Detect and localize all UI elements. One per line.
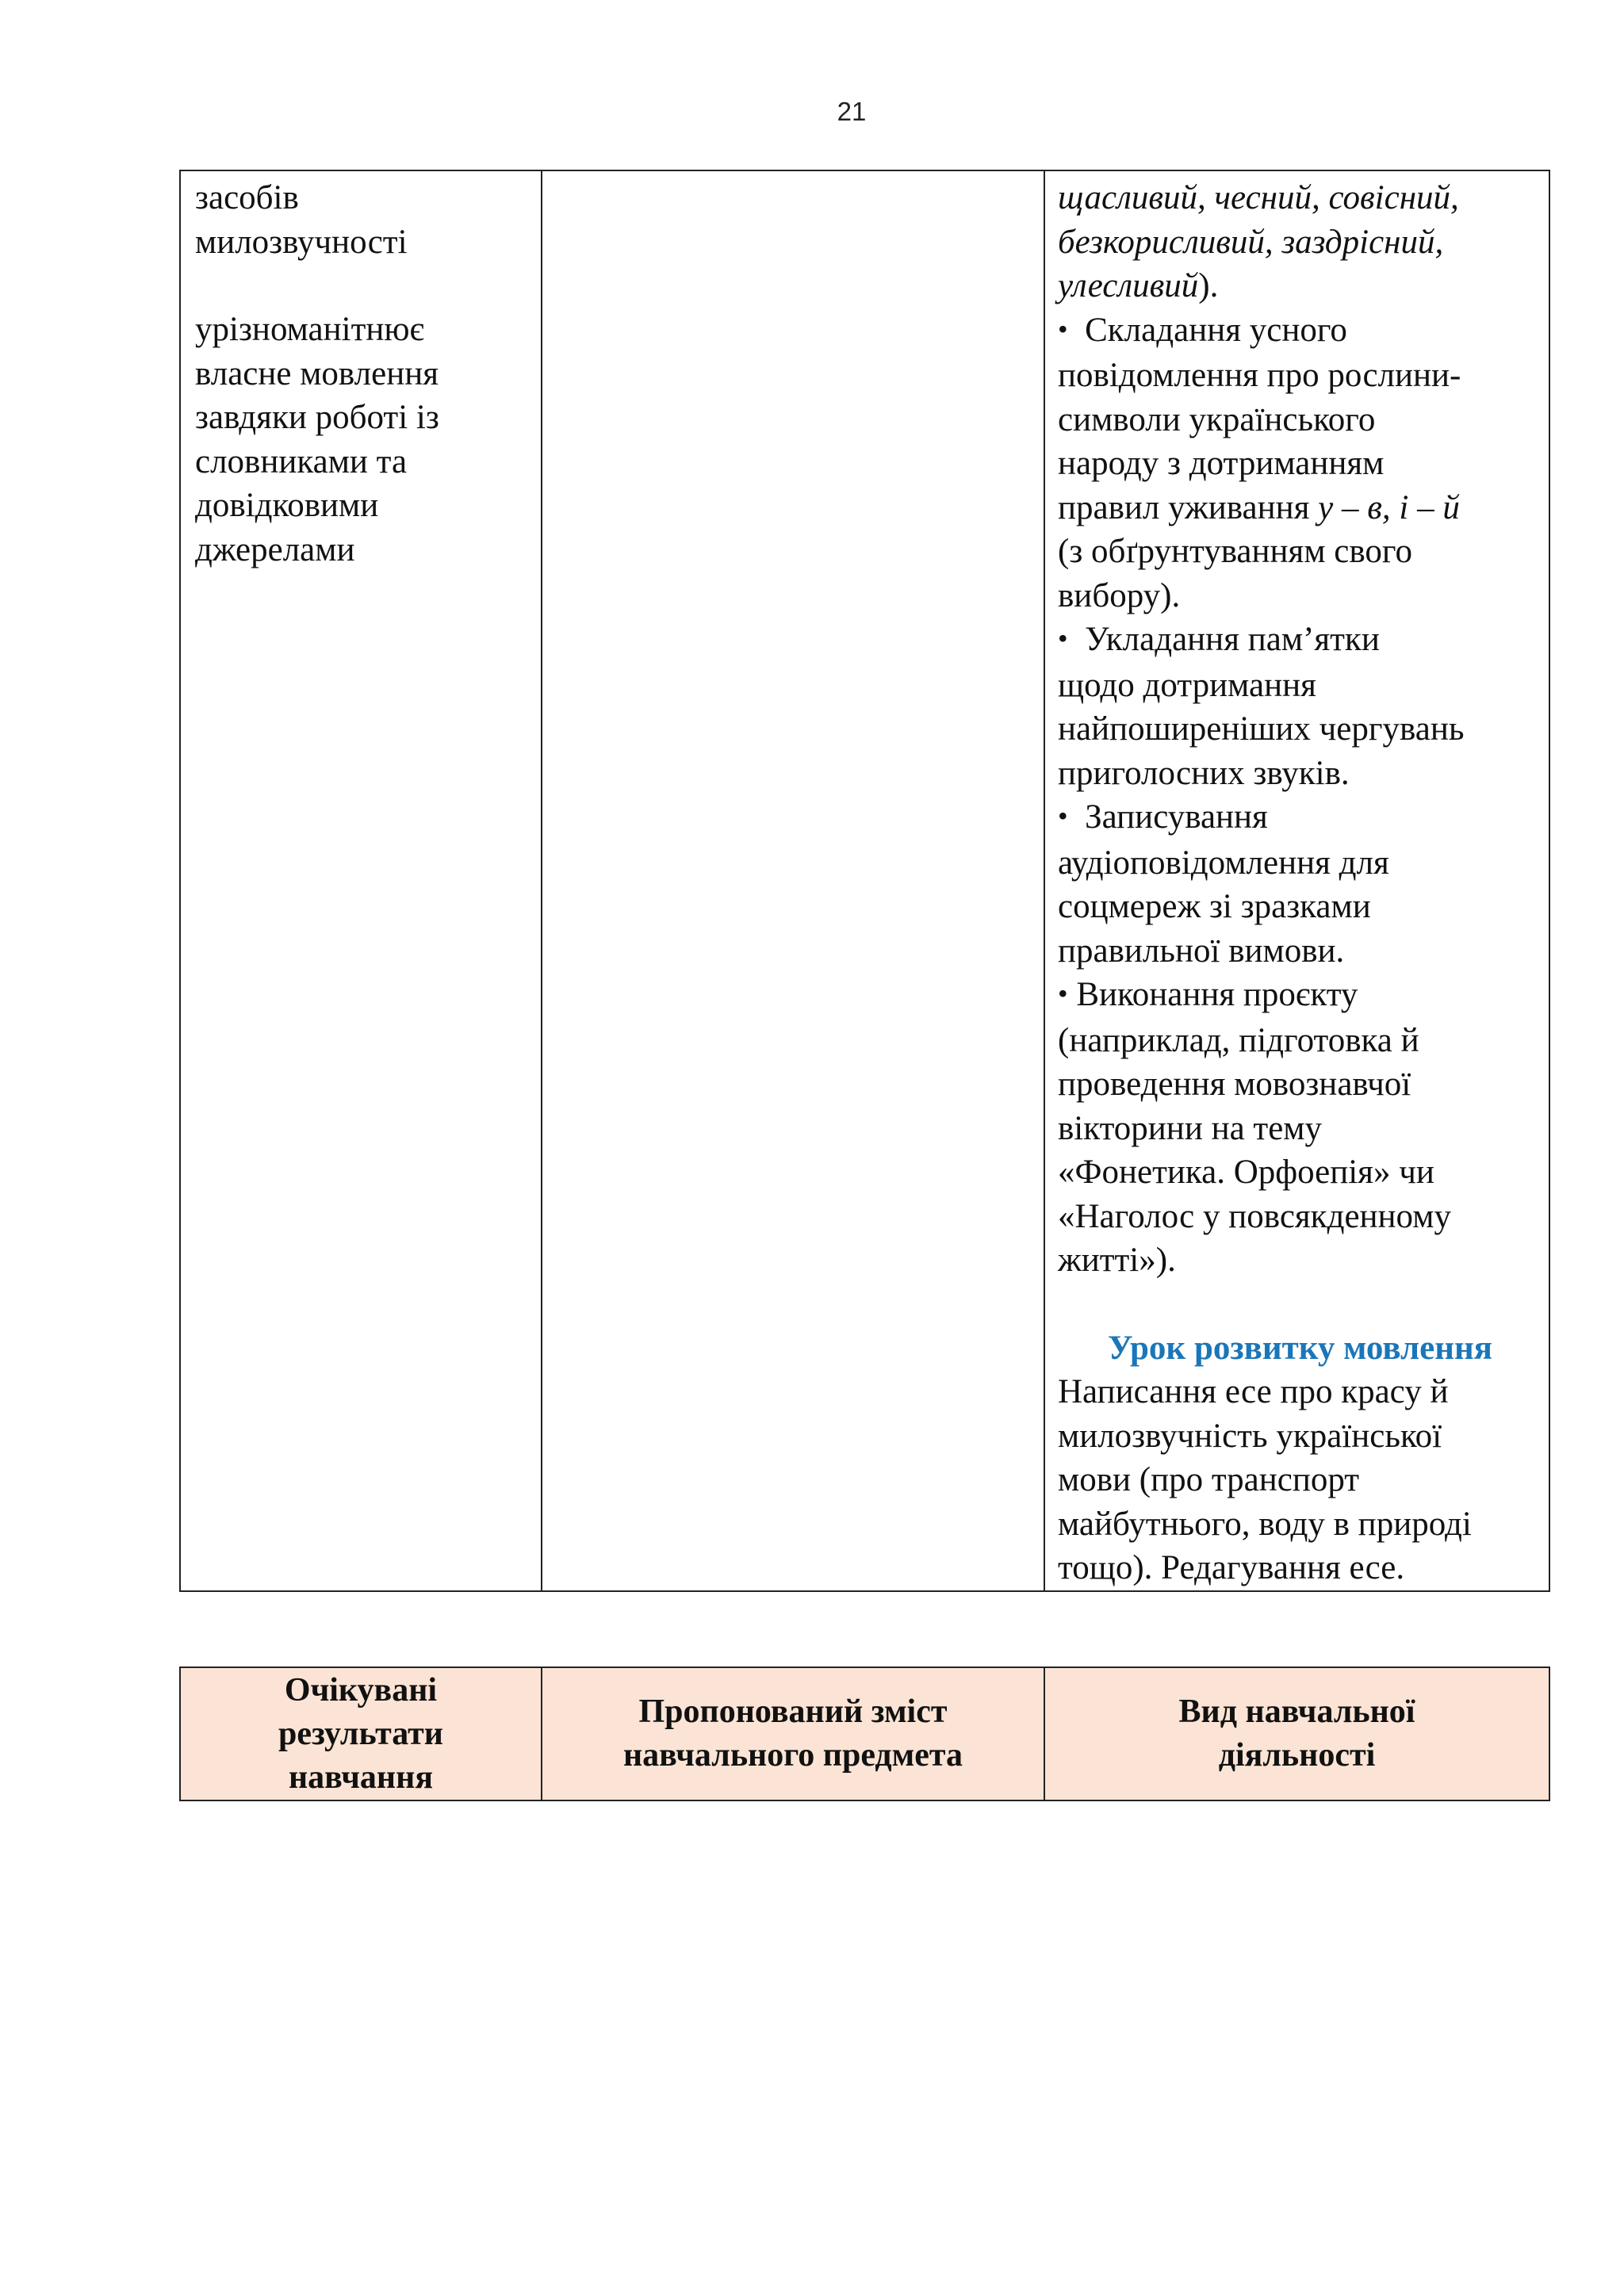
text-line: (наприклад, підготовка й (1058, 1021, 1419, 1059)
text-line: майбутнього, воду в природі (1058, 1505, 1472, 1543)
text-line: Записування (1085, 798, 1268, 836)
text-line: власне мовлення (195, 354, 439, 392)
text-line: джерелами (195, 530, 355, 568)
text-line: Написання есе про красу й (1058, 1373, 1449, 1410)
table-row (180, 170, 1549, 1591)
text-line: аудіоповідомлення для (1058, 844, 1389, 882)
text-line: (з обґрунтуванням свого (1058, 533, 1412, 570)
text-line: «Фонетика. Орфоепія» чи (1058, 1154, 1434, 1191)
text-line: народу з дотриманням (1058, 445, 1385, 482)
header-line: Очікувані (284, 1671, 438, 1709)
bullet-icon: • (1058, 312, 1068, 345)
intro-close: ). (1198, 267, 1219, 304)
list-item (1058, 795, 1542, 973)
text-line: «Наголос у повсякденному (1058, 1197, 1451, 1235)
activity-cell (1044, 170, 1549, 1591)
list-item (1058, 308, 1542, 618)
column-header-outcomes (180, 1667, 542, 1800)
text-line: повідомлення про рослини- (1058, 357, 1461, 394)
subject-content-cell (542, 170, 1044, 1591)
text-line: мови (про транспорт (1058, 1461, 1360, 1498)
text-line: правильної вимови. (1058, 932, 1345, 970)
text-line: словниками та (195, 442, 408, 480)
text-line: Складання усного (1085, 311, 1347, 349)
content-table (179, 170, 1550, 1592)
header-line: Вид навчальної (1178, 1693, 1415, 1730)
text-line: правил уживання (1058, 488, 1310, 526)
list-item (1058, 618, 1542, 795)
italic-line: улесливий (1058, 267, 1199, 304)
text-line: соцмереж зі зразками (1058, 888, 1371, 925)
text-line: милозвучність української (1058, 1417, 1442, 1455)
italic-line: щасливий, чесний, совісний, (1058, 179, 1459, 216)
bullet-icon: • (1058, 622, 1068, 654)
text-line: проведення мовознавчої (1058, 1066, 1411, 1103)
text-line: урізноманітнює (195, 311, 424, 348)
header-line: діяльності (1218, 1737, 1376, 1774)
text-line: засобів (195, 179, 299, 216)
text-line: житті»). (1058, 1242, 1176, 1279)
column-header-content (542, 1667, 1044, 1800)
bullet-icon: • (1058, 800, 1068, 832)
learning-outcomes-cell (180, 170, 542, 1591)
text-line: найпоширеніших чергувань (1058, 710, 1465, 748)
header-line: результати (278, 1715, 443, 1752)
text-line: приголосних звуків. (1058, 754, 1350, 792)
lesson-heading: Урок розвитку мовлення (1107, 1329, 1493, 1367)
header-line: навчання (288, 1758, 434, 1796)
italic-rule: у – в, і – й (1318, 488, 1460, 526)
text-line: милозвучності (195, 223, 408, 261)
text-line: тощо). Редагування есе. (1058, 1549, 1405, 1586)
lesson-text (1058, 1370, 1542, 1590)
text-line: завдяки роботі із (195, 399, 439, 436)
text-line: Укладання пам’ятки (1085, 621, 1380, 658)
column-header-activity (1044, 1667, 1549, 1800)
page-number: 21 (837, 97, 867, 126)
table-header-row (180, 1667, 1549, 1800)
text-line: Виконання проєкту (1076, 976, 1358, 1013)
outcome-paragraph (195, 308, 533, 572)
text-line: символи українського (1058, 400, 1376, 438)
text-line: щодо дотримання (1058, 666, 1316, 704)
outcome-paragraph (195, 176, 533, 264)
header-line: навчального предмета (622, 1737, 963, 1774)
header-line: Пропонований зміст (638, 1693, 948, 1730)
text-line: вікторини на тему (1058, 1109, 1323, 1147)
italic-line: безкорисливий, заздрісний, (1058, 223, 1444, 261)
text-line: довідковими (195, 487, 379, 524)
intro-paragraph (1058, 176, 1542, 308)
header-table (179, 1667, 1550, 1801)
list-item (1058, 973, 1542, 1283)
text-line: вибору). (1058, 576, 1181, 614)
bullet-icon: • (1058, 978, 1068, 1009)
